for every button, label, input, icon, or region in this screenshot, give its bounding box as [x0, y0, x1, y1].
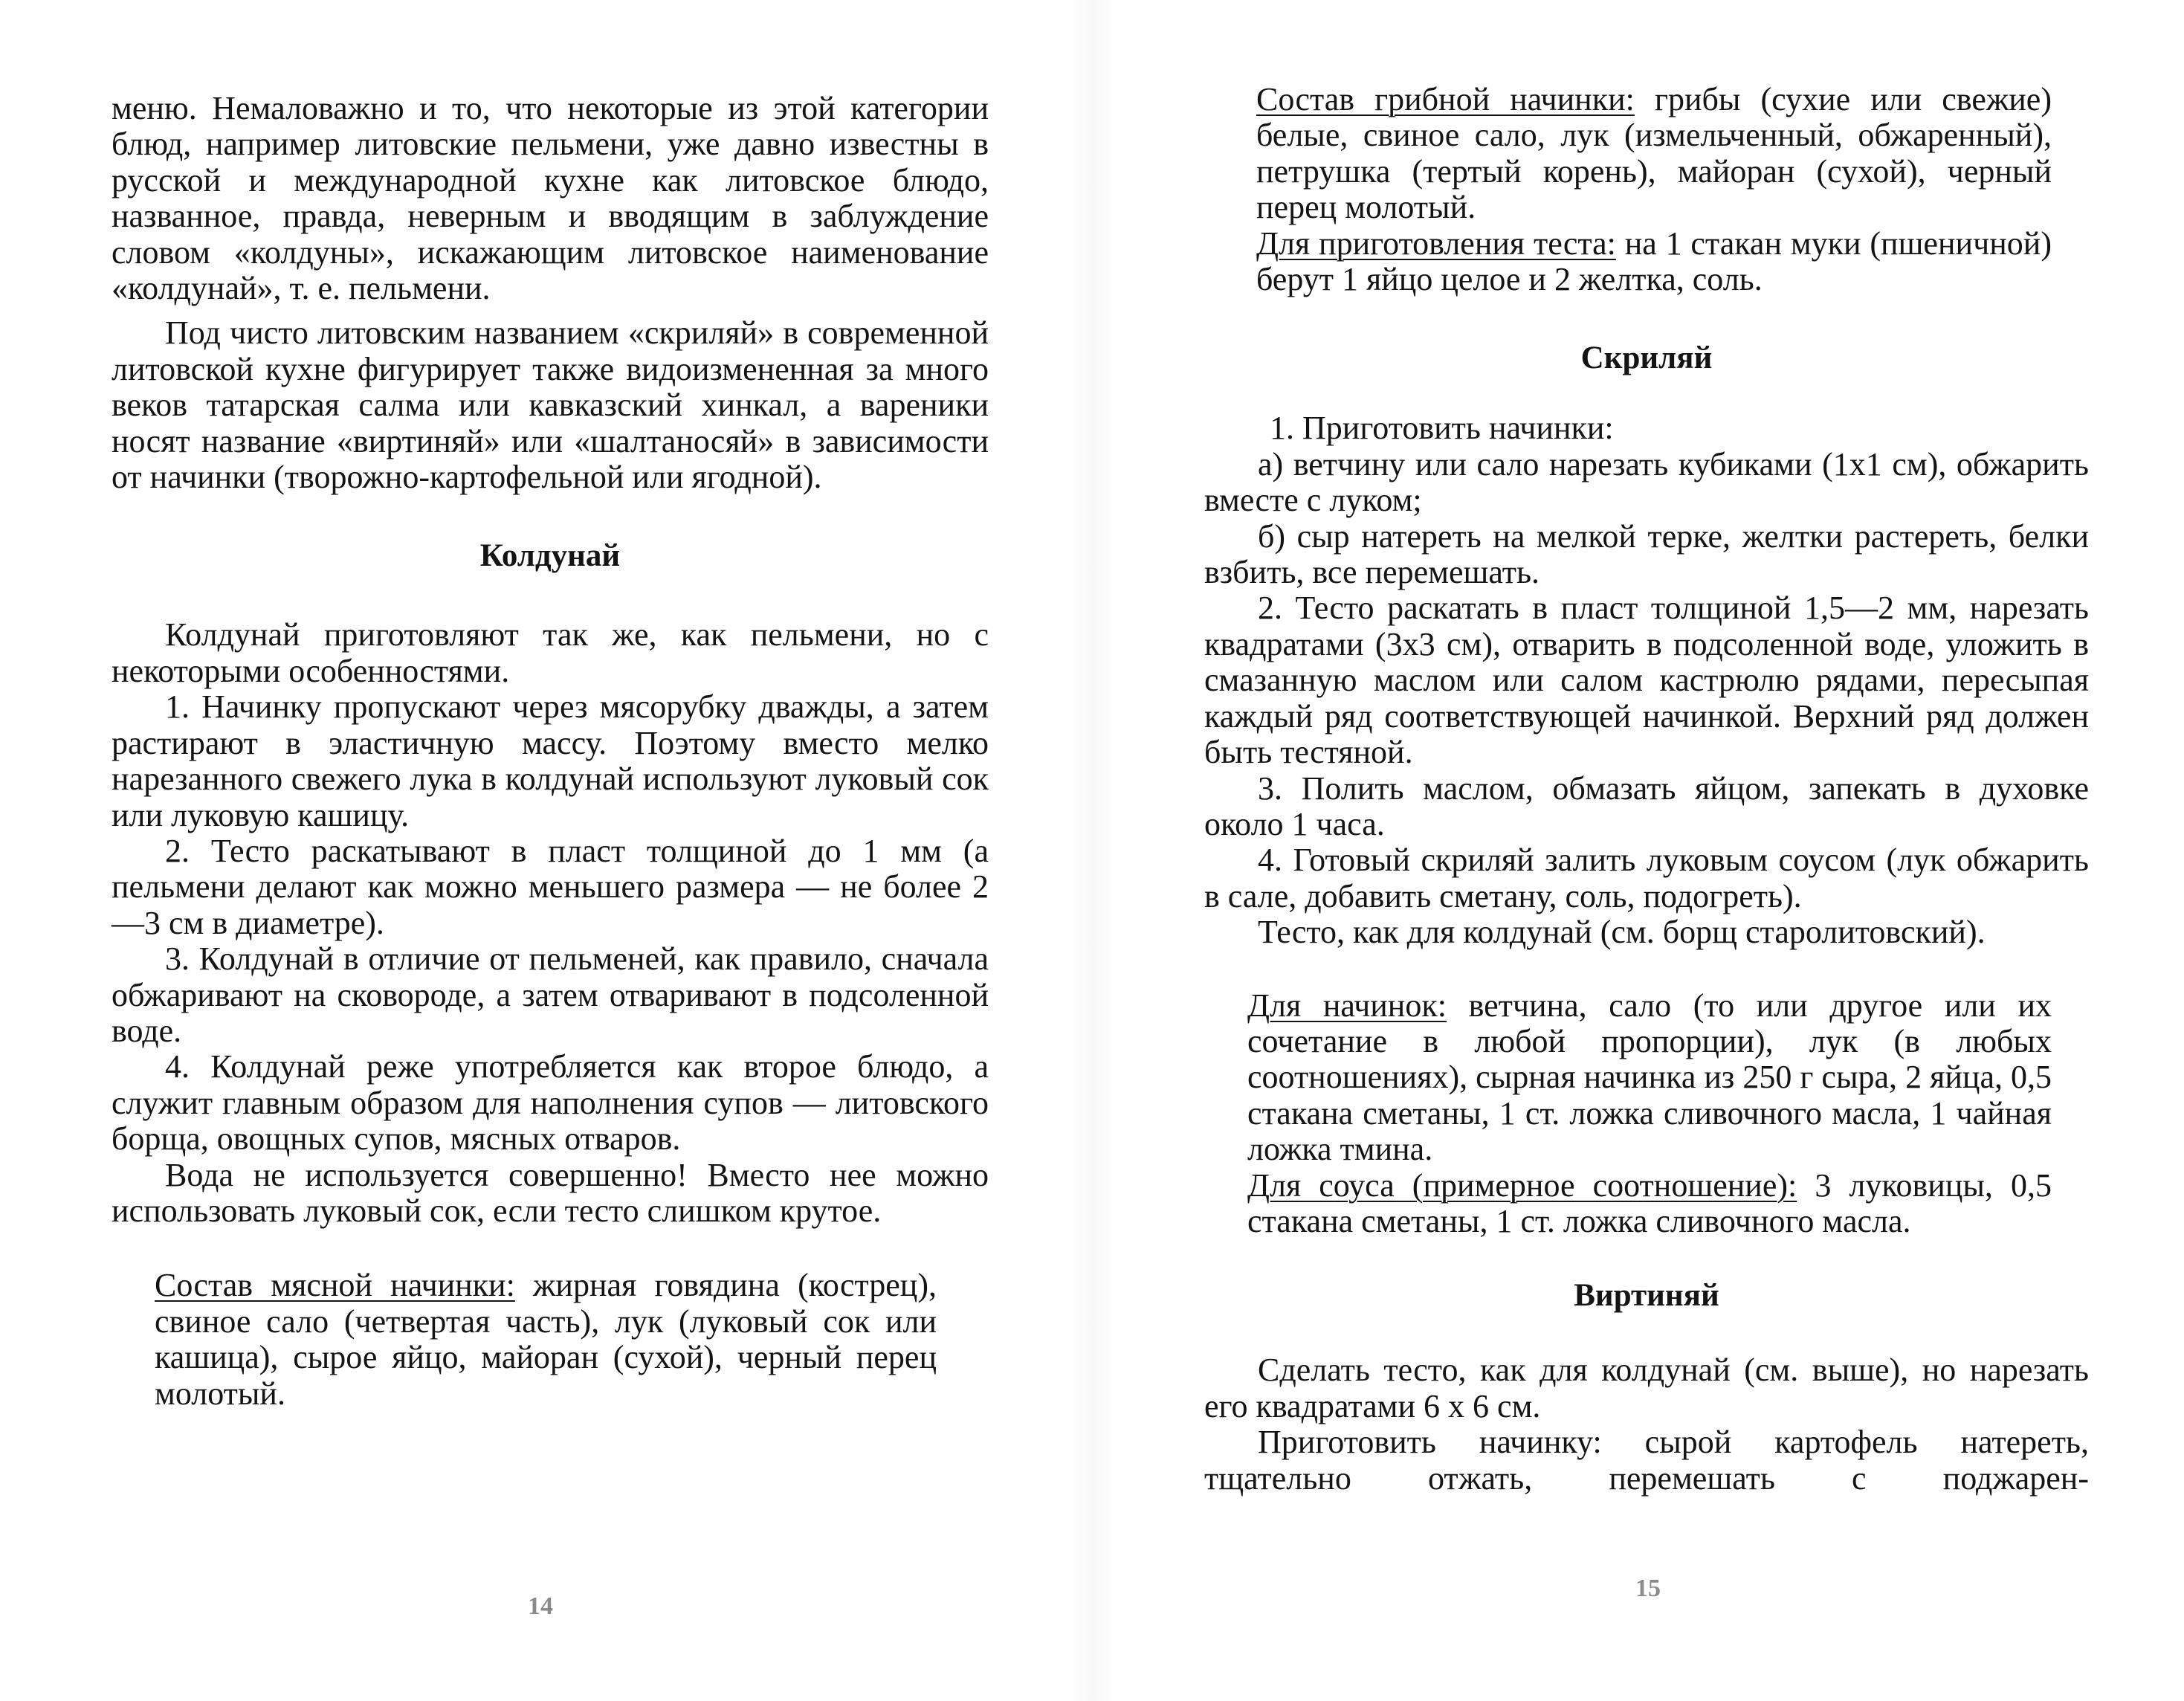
dough-label: Для приготовления теста: [1256, 225, 1616, 262]
heading-skrilyai: Скриляй [1580, 340, 1713, 376]
left-column [112, 91, 989, 1412]
skrilyai-ingredients-block [1204, 988, 2089, 1240]
dough-text: на 1 стакан муки (пшеничной) берут 1 яйцо целое и 2 желтка, соль. [1256, 225, 2052, 298]
skrilyai-step-1a: а) ветчину или сало нарезать кубиками (1х1 см), обжарить вместе с луком; [1204, 445, 2089, 519]
gutter [1070, 0, 1115, 1701]
meat-filling-block [112, 1268, 989, 1412]
skrilyai-step-1b: б) сыр натереть на мелкой терке, желтки растереть, белки взбить, все перемешать. [1204, 517, 2089, 591]
right-column [1204, 82, 2089, 1497]
paragraph-skrilyai-note: Под чисто литовским названием «скриляй» в современной литовской кухне фигурирует также видоизмененная за много веков татарская салма или кавказский хинкал, а вареники носят название «виртиняй» или «шалтаносяй» в зависимости от начинки (творожно-картофельной или ягодной). [112, 314, 989, 496]
fillings-text: ветчина, сало (то или другое или их сочетание в любой пропорции), лук (в любых соотношениях), сырная начинка из 250 г сыра, 2 яйца, 0,5 стакана сметаны, 1 ст. ложка сливочного масла, 1 чайная ложка тмина. [1247, 987, 2052, 1168]
paragraph-intro-continued: меню. Немаловажно и то, что некоторые из этой категории блюд, например литовские пельмени, уже давно известны в русской и международной кухне как литовское блюдо, названное, правда, неверным и вводящим в заблуждение словом «колдуны», искажающим литовское наименование «колдунай», т. е. пельмени. [112, 90, 989, 307]
heading-koldunai: Колдунай [479, 538, 621, 574]
mushroom-filling-label: Состав грибной начинки: [1256, 81, 1635, 117]
dough-paragraph [1256, 226, 2052, 298]
sauce-text: 3 луковицы, 0,5 стакана сметаны, 1 ст. ложка сливочного масла. [1247, 1166, 2052, 1239]
right-page [1204, 0, 2089, 1701]
mushroom-filling-block [1204, 82, 2089, 297]
virtinyai-paragraph-2: Приготовить начинку: сырой картофель натереть, тщательно отжать, перемешать с поджарен- [1204, 1424, 2089, 1497]
skrilyai-step-3: 3. Полить маслом, обмазать яйцом, запекать в духовке около 1 часа. [1204, 769, 2089, 842]
sauce-label: Для соуса (примерное соотношение): [1247, 1166, 1797, 1204]
step-2: 2. Тесто раскатывают в пласт толщиной до 1 мм (а пельмени делают как можно меньшего размера — не более 2—3 см в диаметре). [112, 832, 989, 941]
left-page [112, 0, 989, 1701]
skrilyai-dough-note: Тесто, как для колдунай (см. борщ старолитовский). [1258, 914, 1986, 951]
skrilyai-step-2: 2. Тесто раскатать в пласт толщиной 1,5—2 мм, нарезать квадратами (3х3 см), отварить в подсоленной воде, уложить в смазанную маслом или салом кастрюлю рядами, пересыпая каждый ряд соответствующей начинкой. Верхний ряд должен быть тестяной. [1204, 590, 2089, 771]
page-number-left: 14 [528, 1592, 553, 1620]
step-4: 4. Колдунай реже употребляется как второе блюдо, а служит главным образом для наполнения супов — литовского борща, овощных супов, мясных отваров. [112, 1048, 989, 1158]
step-3: 3. Колдунай в отличие от пельменей, как правило, сначала обжаривают на сковороде, а затем отваривают в подсоленной воде. [112, 940, 989, 1049]
mushroom-filling-text: грибы (сухие или свежие) белые, свиное сало, лук (измельченный, обжаренный), петрушка (тертый корень), майоран (сухой), черный перец молотый. [1256, 81, 2052, 226]
mushroom-filling-paragraph [1256, 82, 2052, 226]
step-1: 1. Начинку пропускают через мясорубку дважды, а затем растирают в эластичную массу. Поэтому вместо мелко нарезанного свежего лука в колдунай используют луковый сок или луковую кашицу. [112, 688, 989, 833]
fillings-label: Для начинок: [1247, 987, 1447, 1024]
heading-virtinyai: Виртиняй [1574, 1278, 1719, 1314]
meat-filling-paragraph [155, 1268, 937, 1412]
meat-filling-label: Состав мясной начинки: [155, 1267, 515, 1304]
fillings-paragraph [1247, 988, 2052, 1168]
page-number-right: 15 [1635, 1575, 1661, 1602]
skrilyai-step-4: 4. Готовый скриляй залить луковым соусом (лук обжарить в сале, добавить сметану, соль, подогреть). [1204, 842, 2089, 914]
virtinyai-paragraph-1: Сделать тесто, как для колдунай (см. выше), но нарезать его квадратами 6 х 6 см. [1204, 1352, 2089, 1424]
paragraph-water-note: Вода не используется совершенно! Вместо нее можно использовать луковый сок, если тесто слишком крутое. [112, 1156, 989, 1229]
meat-filling-text: жирная говядина (кострец), свиное сало (четвертая часть), лук (луковый сок или кашица), сырое яйцо, майоран (сухой), черный перец молотый. [155, 1267, 937, 1412]
skrilyai-step-1: 1. Приготовить начинки: [1270, 410, 1614, 447]
sauce-paragraph [1247, 1168, 2052, 1240]
paragraph-koldunai-intro: Колдунай приготовляют так же, как пельмени, но с некоторыми особенностями. [112, 616, 989, 689]
